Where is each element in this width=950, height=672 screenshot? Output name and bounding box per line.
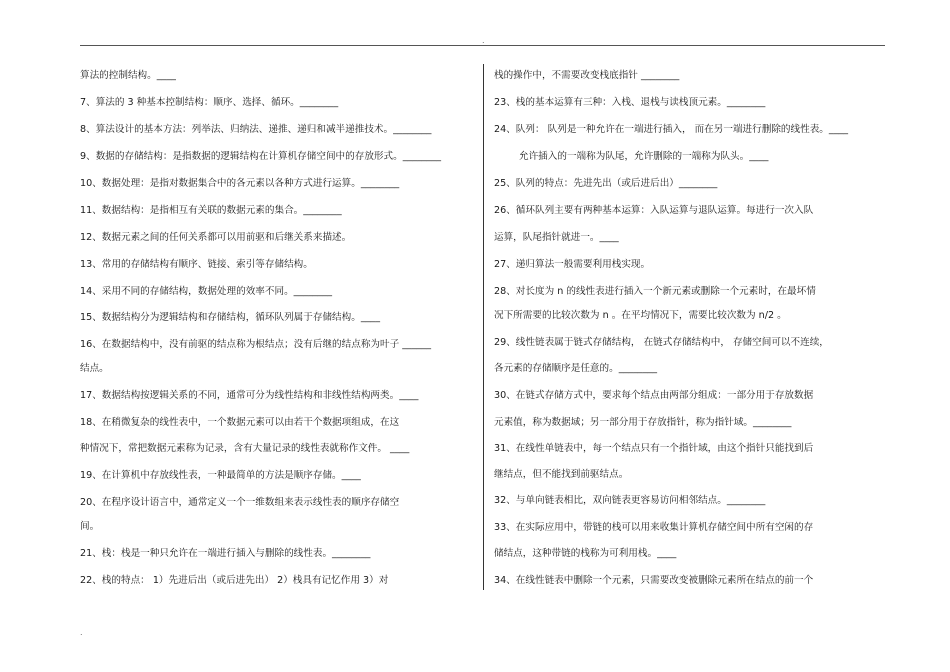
- text-line: 储结点，这种带链的栈称为可利用栈。____: [494, 548, 677, 559]
- text-line: 26、循环队列主要有两种基本运算：入队运算与退队运算。每进行一次入队: [494, 205, 814, 216]
- text-line: 11、数据结构：是指相互有关联的数据元素的集合。________: [80, 205, 342, 216]
- text-line: 运算，队尾指针就进一。____: [494, 232, 619, 243]
- text-line: 23、栈的基本运算有三种：入栈、退栈与读栈顶元素。________: [494, 97, 766, 108]
- text-line: 种情况下，常把数据元素称为记录，含有大量记录的线性表就称作文件。 ____: [80, 443, 410, 454]
- text-line: 况下所需要的比较次数为 n 。在平均情况下，需要比较次数为 n/2 。: [494, 310, 787, 321]
- text-line: 允许插入的一端称为队尾，允许删除的一端称为队头。____: [519, 151, 769, 162]
- text-line: 10、数据处理：是指对数据集合中的各元素以各种方式进行运算。________: [80, 178, 400, 189]
- text-line: 28、对长度为 n 的线性表进行插入一个新元素或删除一个元素时，在最坏情: [494, 286, 816, 297]
- text-line: 17、数据结构按逻辑关系的不同，通常可分为线性结构和非线性结构两类。____: [80, 390, 419, 401]
- text-line: 25、队列的特点：先进先出（或后进后出）________: [494, 178, 718, 189]
- text-line: 31、在线性单链表中，每一个结点只有一个指针域，由这个指针只能找到后: [494, 443, 814, 454]
- text-line: 21、栈：栈是一种只允许在一端进行插入与删除的线性表。________: [80, 548, 371, 559]
- text-line: 16、在数据结构中，没有前驱的结点称为根结点；没有后继的结点称为叶子 ______: [80, 339, 432, 350]
- text-line: 22、栈的特点： 1）先进后出（或后进先出） 2）栈具有记忆作用 3）对: [80, 575, 389, 586]
- text-line: 29、线性链表属于链式存储结构， 在链式存储结构中， 存储空间可以不连续，: [494, 337, 829, 348]
- text-line: 30、在链式存储方式中，要求每个结点由两部分组成：一部分用于存放数据: [494, 390, 814, 401]
- text-line: 7、算法的 3 种基本控制结构：顺序、选择、循环。________: [80, 97, 339, 108]
- text-line: 34、在线性链表中删除一个元素，只需要改变被删除元素所在结点的前一个: [494, 575, 814, 586]
- text-line: 12、数据元素之间的任何关系都可以用前驱和后继关系来描述。: [80, 232, 352, 243]
- text-line: 各元素的存储顺序是任意的。________: [494, 363, 658, 374]
- text-line: 14、采用不同的存储结构，数据处理的效率不同。________: [80, 286, 333, 297]
- text-line: 27、递归算法一般需要利用栈实现。: [494, 259, 651, 270]
- text-line: 算法的控制结构。____: [80, 70, 176, 81]
- text-line: 33、在实际应用中，带链的栈可以用来收集计算机存储空间中所有空闲的存: [494, 522, 814, 533]
- text-line: 栈的操作中，不需要改变栈底指针 ________: [494, 70, 680, 81]
- footer-mark: .: [80, 628, 83, 637]
- text-line: 15、数据结构分为逻辑结构和存储结构，循环队列属于存储结构。____: [80, 312, 381, 323]
- text-line: 13、常用的存储结构有顺序、链接、索引等存储结构。: [80, 259, 313, 270]
- text-line: 19、在计算机中存放线性表，一种最简单的方法是顺序存储。____: [80, 470, 361, 481]
- column-divider: [483, 64, 484, 590]
- header-rule: [80, 45, 885, 46]
- text-line: 32、与单向链表相比，双向链表更容易访问相邻结点。________: [494, 495, 766, 506]
- text-line: 元素值，称为数据域；另一部分用于存放指针，称为指针域。________: [494, 417, 792, 428]
- text-line: 继结点，但不能找到前驱结点。: [494, 469, 629, 480]
- text-line: 18、在稍微复杂的线性表中，一个数据元素可以由若干个数据项组成，在这: [80, 417, 400, 428]
- text-line: 间。: [80, 521, 100, 532]
- header-mark: .: [482, 36, 485, 45]
- text-line: 8、算法设计的基本方法：列举法、归纳法、递推、递归和减半递推技术。________: [80, 124, 432, 135]
- text-line: 24、队列： 队列是一种允许在一端进行插入， 而在另一端进行删除的线性表。____: [494, 124, 849, 135]
- text-line: 结点。: [80, 363, 109, 374]
- text-line: 9、数据的存储结构：是指数据的逻辑结构在计算机存储空间中的存放形式。________: [80, 151, 442, 162]
- text-line: 20、在程序设计语言中，通常定义一个一维数组来表示线性表的顺序存储空: [80, 497, 400, 508]
